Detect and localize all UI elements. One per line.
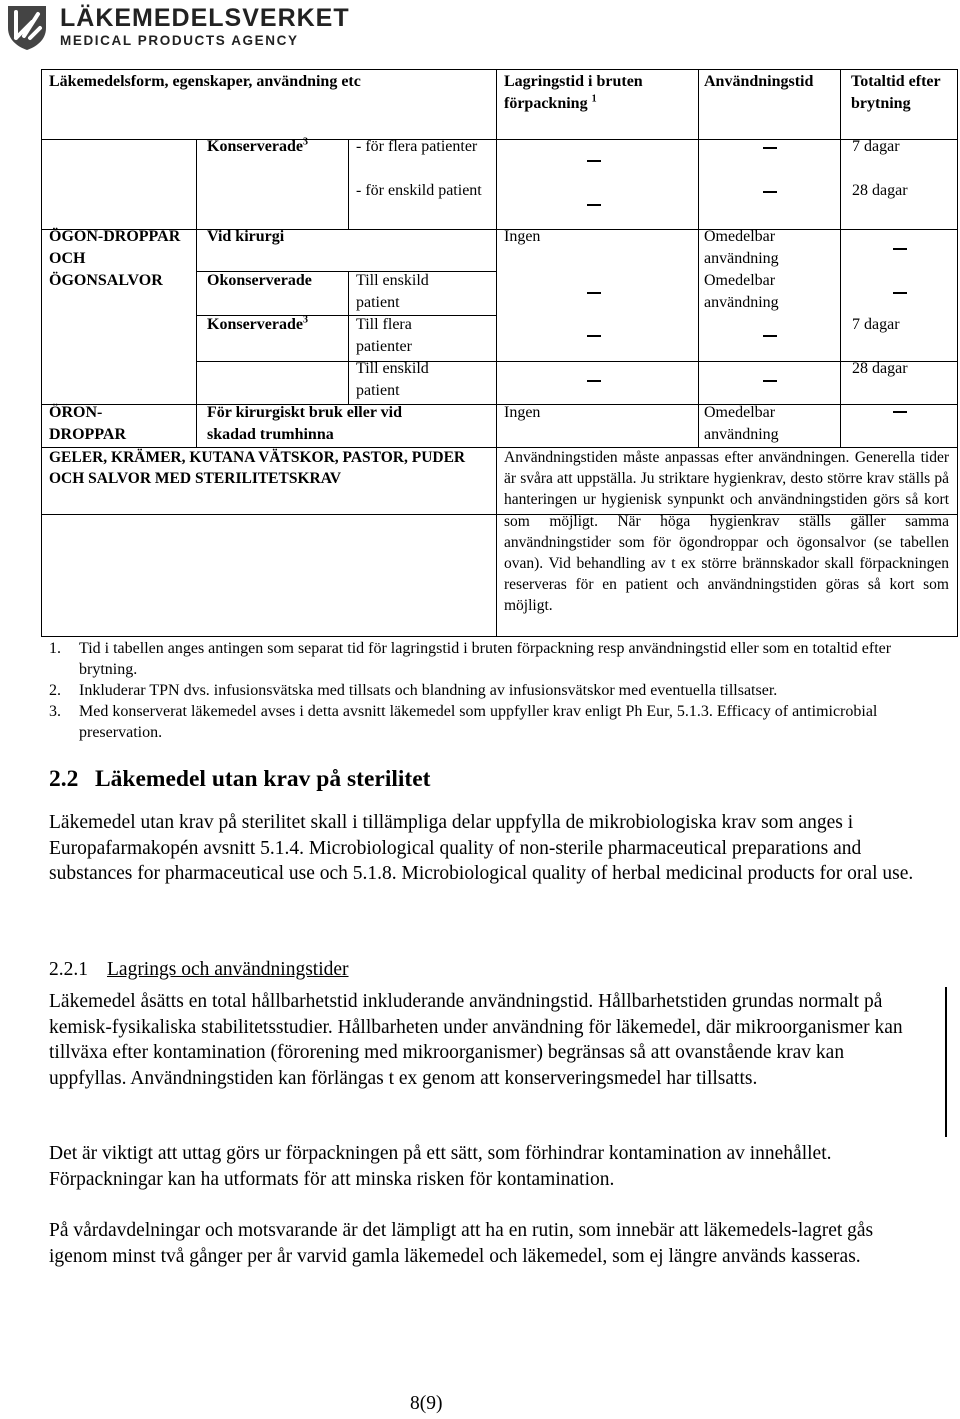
single-patient-label: Till enskild patient <box>356 272 429 311</box>
total-dash <box>893 248 907 250</box>
paragraph-nonsterile: Läkemedel utan krav på sterilitet skall i tillämpliga delar uppfylla de mikrobiologiska krav som anges i Europafarmakopén avsnitt 5.1.4. Microbiological quality of non-sterile pharmaceutical preparations and substances for pharmaceutical use och 5.1.8. Microbiological quality of herbal medicinal products for oral use. <box>49 812 914 884</box>
storage-dash <box>587 335 601 337</box>
storage-none: Ingen <box>504 228 541 245</box>
group-eye-drops: ÖGON-DROPPAR OCH ÖGONSALVOR <box>49 228 181 289</box>
usage-dash <box>763 335 777 337</box>
header-total: Totaltid efter brytning <box>851 73 941 112</box>
storage-dash <box>587 292 601 294</box>
total-28-days: 28 dagar <box>852 360 908 377</box>
header-usage: Användningstid <box>704 73 814 90</box>
change-bar <box>945 987 947 1137</box>
single-patient-label: - för enskild patient <box>356 182 482 199</box>
section-heading: 2.2 Läkemedel utan krav på sterilitet <box>49 766 431 792</box>
agency-logo <box>2 0 350 56</box>
page-number: 8(9) <box>410 1393 443 1414</box>
group-ear-drops: ÖRON-DROPPAR <box>49 404 127 443</box>
agency-subtitle: MEDICAL PRODUCTS AGENCY <box>60 33 299 48</box>
total-7-days: 7 dagar <box>852 316 900 333</box>
storage-none: Ingen <box>504 404 541 421</box>
storage-dash <box>587 204 601 206</box>
gels-usage-note: Användningstiden måste anpassas efter användningen. Generella tider är svåra att uppställa. Ju striktare hygienkrav, desto större krav ställs på hanteringen ur hygienisk synpunkt och användningstiden görs så kort som möjligt. När höga hygienkrav ställs gäller samma användningstider som för ögondroppar och ögonsalvor (se tabellen ovan). Vid behandling av t ex större brännskador skall förpackningen reserveras för en patient och användningstiden göras så kort som möjligt. <box>504 449 949 615</box>
preserved-label: Konserverade$^3$ <box>207 136 308 155</box>
total-dash <box>893 292 907 294</box>
header-storage: Lagringstid i bruten förpackning $^1$ <box>504 73 643 112</box>
usage-immediate: Omedelbar användning <box>704 404 779 443</box>
agency-emblem-icon <box>2 2 52 52</box>
usage-dash <box>763 147 777 149</box>
surgery-label: Vid kirurgi <box>207 228 285 245</box>
multi-patient-label: Till flera patienter <box>356 316 412 355</box>
unpreserved-label: Okonserverade <box>207 272 312 289</box>
paragraph-routine: På vårdavdelningar och motsvarande är det lämpligt att ha en rutin, som innebär att läkemedels-lagret gås igenom minst två gånger per år varvid gamla läkemedel och läkemedel, som ej längre används kasseras. <box>49 1220 874 1267</box>
preserved-label: Konserverade$^3$ <box>207 314 308 333</box>
storage-times-table <box>41 69 958 637</box>
usage-immediate: Omedelbar användning <box>704 272 779 311</box>
storage-dash <box>587 380 601 382</box>
usage-immediate: Omedelbar användning <box>704 228 779 267</box>
total-dash <box>893 411 907 413</box>
agency-name: LÄKEMEDELSVERKET <box>60 4 350 32</box>
usage-dash <box>763 191 777 193</box>
ear-surgery-label: För kirurgiskt bruk eller vid skadad trumhinna <box>207 404 402 443</box>
usage-dash <box>763 380 777 382</box>
header-form: Läkemedelsform, egenskaper, användning etc <box>49 73 361 90</box>
total-28-days: 28 dagar <box>852 182 908 199</box>
total-7-days: 7 dagar <box>852 138 900 155</box>
storage-dash <box>587 160 601 162</box>
single-patient-label: Till enskild patient <box>356 360 429 399</box>
multi-patient-label: - för flera patienter <box>356 138 478 155</box>
subsection-heading: 2.2.1 Lagrings och användningstider <box>49 959 349 980</box>
group-gels: GELER, KRÄMER, KUTANA VÄTSKOR, PASTOR, PUDER OCH SALVOR MED STERILITETSKRAV <box>49 449 466 487</box>
paragraph-shelf-life: Läkemedel åsätts en total hållbarhetstid inkluderande användningstid. Hållbarhetstiden grundas normalt på kemisk-fysikaliska stabilitetsstudier. Hållbarheten under användning för läkemedel, där mikroorganismer kan tillväxa efter kontamination (förorening med mikroorganismer) begränsas så att ovanstående krav kan uppfyllas. Användningstiden kan förlängas t ex genom att konserveringsmedel har tillsatts. <box>49 991 903 1089</box>
paragraph-contamination: Det är viktigt att uttag görs ur förpackningen på ett sätt, som förhindrar kontamination av innehållet. Förpackningar kan ha utformats för att minska risken för kontamination. <box>49 1143 832 1190</box>
